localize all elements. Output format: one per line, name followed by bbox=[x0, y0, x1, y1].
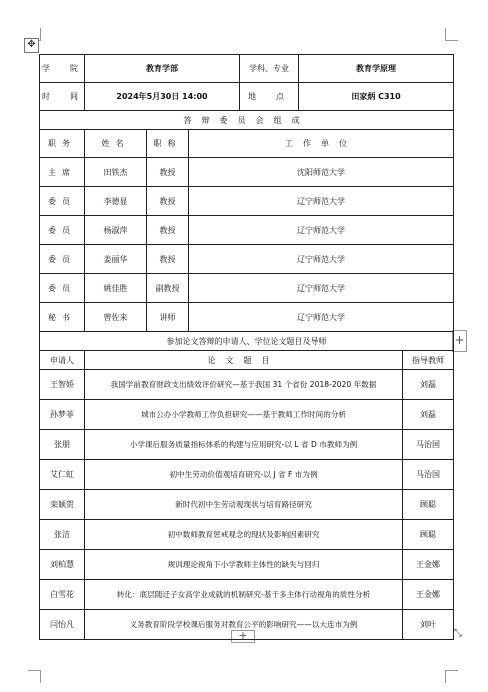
applicant-row bbox=[40, 430, 454, 460]
applicant-row bbox=[40, 520, 454, 550]
crop-mark-bottom-right bbox=[445, 670, 458, 683]
applicant-row bbox=[40, 370, 454, 400]
time-label: 时 间 bbox=[40, 83, 85, 111]
crop-mark-bottom-left bbox=[28, 670, 41, 683]
place-label: 地 点 bbox=[240, 83, 299, 111]
member-unit: 辽宁师范大学 bbox=[189, 303, 454, 332]
member-title: 教授 bbox=[147, 187, 189, 216]
advisor-name: 王金娜 bbox=[403, 550, 454, 580]
crop-mark-top-right bbox=[445, 28, 458, 41]
applicant-row bbox=[40, 460, 454, 490]
member-name: 姜丽华 bbox=[85, 245, 147, 274]
advisor-name: 刘磊 bbox=[403, 370, 454, 400]
advisor-name: 王金娜 bbox=[403, 580, 454, 610]
applicant-name: 白雪花 bbox=[40, 580, 85, 610]
thesis-title: 我国学前教育财政支出绩效评价研究—基于我国 31 个省份 2018-2020 年数据 bbox=[85, 370, 403, 400]
member-name: 田铁杰 bbox=[85, 158, 147, 187]
college-label: 学 院 bbox=[40, 55, 85, 83]
committee-row bbox=[40, 274, 454, 303]
col-title: 职称 bbox=[147, 130, 189, 158]
member-role: 委员 bbox=[40, 245, 85, 274]
applicant-name: 张洁 bbox=[40, 520, 85, 550]
applicant-name: 栾颖贺 bbox=[40, 490, 85, 520]
advisor-name: 顾聪 bbox=[403, 490, 454, 520]
major-value: 教育学原理 bbox=[299, 55, 454, 83]
thesis-title: 城市公办小学教师工作负担研究——基于教师工作时间的分析 bbox=[85, 400, 403, 430]
applicant-row bbox=[40, 580, 454, 610]
advisor-name: 马治国 bbox=[403, 460, 454, 490]
thesis-title: 小学课后服务质量指标体系的构建与应用研究-以 L 省 D 市教师为例 bbox=[85, 430, 403, 460]
col-thesis: 论文题目 bbox=[85, 351, 403, 370]
committee-row bbox=[40, 303, 454, 332]
member-unit: 辽宁师范大学 bbox=[189, 245, 454, 274]
thesis-title: 初中生劳动价值观培育研究-以 J 省 F 市为例 bbox=[85, 460, 403, 490]
committee-row bbox=[40, 216, 454, 245]
col-name: 姓名 bbox=[85, 130, 147, 158]
member-name: 李德显 bbox=[85, 187, 147, 216]
committee-row bbox=[40, 158, 454, 187]
member-title: 教授 bbox=[147, 216, 189, 245]
member-unit: 辽宁师范大学 bbox=[189, 216, 454, 245]
advisor-name: 顾聪 bbox=[403, 520, 454, 550]
applicant-name: 张朋 bbox=[40, 430, 85, 460]
member-title: 讲师 bbox=[147, 303, 189, 332]
table-resize-icon[interactable]: ⤡ bbox=[454, 628, 462, 639]
committee-row bbox=[40, 187, 454, 216]
add-column-icon[interactable]: + bbox=[452, 330, 467, 352]
major-label: 学科、专业 bbox=[240, 55, 299, 83]
col-advisor: 指导教师 bbox=[403, 351, 454, 370]
member-role: 委员 bbox=[40, 187, 85, 216]
place-value: 田家炳 C310 bbox=[299, 83, 454, 111]
applicant-row bbox=[40, 550, 454, 580]
thesis-title: 初中数师教育惩戒观念的现状及影响因素研究 bbox=[85, 520, 403, 550]
member-title: 教授 bbox=[147, 245, 189, 274]
member-role: 委员 bbox=[40, 274, 85, 303]
member-title: 副教授 bbox=[147, 274, 189, 303]
member-unit: 辽宁师范大学 bbox=[189, 274, 454, 303]
applicant-name: 王智娇 bbox=[40, 370, 85, 400]
member-role: 主席 bbox=[40, 158, 85, 187]
applicant-row bbox=[40, 490, 454, 520]
time-value: 2024年5月30日 14:00 bbox=[85, 83, 240, 111]
member-name: 姚佳胜 bbox=[85, 274, 147, 303]
member-title: 教授 bbox=[147, 158, 189, 187]
advisor-name: 马治国 bbox=[403, 430, 454, 460]
college-value: 教育学部 bbox=[85, 55, 240, 83]
advisor-name: 刘磊 bbox=[403, 400, 454, 430]
applicant-row bbox=[40, 400, 454, 430]
thesis-title: 新时代初中生劳动观现状与培育路径研究 bbox=[85, 490, 403, 520]
member-unit: 辽宁师范大学 bbox=[189, 187, 454, 216]
thesis-title: 规训理论视角下小学教师主体性的缺失与回归 bbox=[85, 550, 403, 580]
member-name: 杨淑萍 bbox=[85, 216, 147, 245]
col-unit: 工作单位 bbox=[189, 130, 454, 158]
advisor-name: 刘叶 bbox=[403, 610, 454, 640]
defense-info-table bbox=[39, 54, 454, 640]
table-move-handle-icon[interactable]: ✥ bbox=[24, 38, 39, 53]
member-role: 秘书 bbox=[40, 303, 85, 332]
col-applicant: 申请人 bbox=[40, 351, 85, 370]
applicant-name: 艾仁虹 bbox=[40, 460, 85, 490]
add-row-icon[interactable]: + bbox=[231, 630, 255, 643]
thesis-title: 义务教育阶段学校课后服务对教育公平的影响研究——以大连市为例 bbox=[85, 610, 403, 640]
committee-row bbox=[40, 245, 454, 274]
applicant-row bbox=[40, 610, 454, 640]
thesis-title: 转化：底层随迁子女高学业成就的机制研究-基于多主体行动视角的质性分析 bbox=[85, 580, 403, 610]
col-role: 职务 bbox=[40, 130, 85, 158]
committee-section-title: 答辩委员会组成 bbox=[40, 111, 454, 130]
applicant-name: 孙梦菲 bbox=[40, 400, 85, 430]
applicant-name: 闫怡凡 bbox=[40, 610, 85, 640]
applicants-section-title: 参加论文答辩的申请人、学位论文题目及导师 bbox=[40, 332, 454, 351]
member-role: 委员 bbox=[40, 216, 85, 245]
member-name: 曾佐来 bbox=[85, 303, 147, 332]
applicant-name: 刘柏慧 bbox=[40, 550, 85, 580]
member-unit: 沈阳师范大学 bbox=[189, 158, 454, 187]
